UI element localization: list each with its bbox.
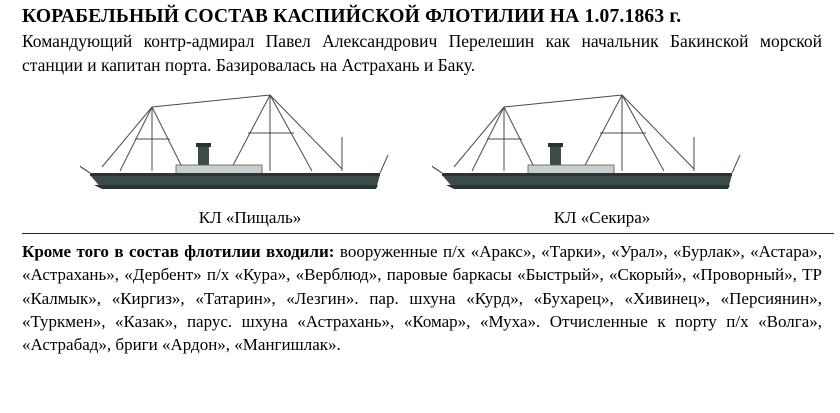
ship-caption-1: КЛ «Пищаль» [198,207,302,227]
gunboat-profile-icon [80,89,420,207]
intro-paragraph: Командующий контр-адмирал Павел Александрович Перелешин как начальник Бакинской морской станции и капитан порта. Базировалась на Астрахань и Баку. [22,31,822,75]
ship-caption-2: КЛ «Секира» [553,207,651,227]
body-rest-text: вооруженные п/х «Аракс», «Тарки», «Урал», «Бурлак», «Астара», «Астрахань», «Дербент» п/х «Кура», «Верблюд», паровые баркасы «Быстрый», «Скорый», «Проворный», ТР «Калмык», «Киргиз», «Татарин», «Лезгин». пар. шхуна «Курд», «Бухарец», «Хивинец», «Персиянин», «Туркмен», «Казак», парус. шхуна «Астрахань», «Комар», «Муха». Отчисленные к порту п/х «Волга», «Астрабад», бриги «Ардон», «Мангишлак». [22,241,822,355]
horizontal-divider [22,233,834,234]
body-paragraph [22,240,822,357]
ship-figure-1 [80,89,420,229]
ships-illustration-area [22,89,840,229]
page-title: КОРАБЕЛЬНЫЙ СОСТАВ КАСПИЙСКОЙ ФЛОТИЛИИ НА 1.07.1863 г. [22,6,682,27]
ship-figure-2 [432,89,772,229]
body-lead-text: Кроме того в состав флотилии входили: [22,241,335,261]
gunboat-profile-icon [432,89,772,207]
